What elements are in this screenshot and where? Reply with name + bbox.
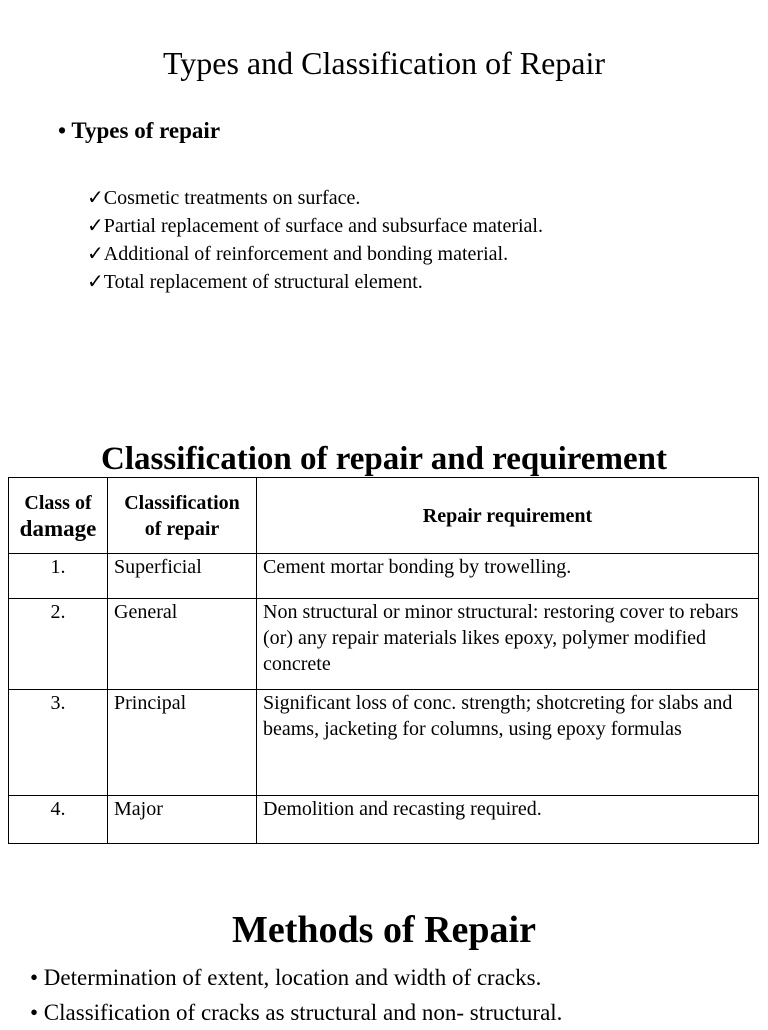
classification-title: Classification of repair and requirement	[101, 441, 667, 477]
header-classification	[108, 478, 257, 554]
header-class-line1: Class of	[24, 491, 92, 514]
requirement-cell: Demolition and recasting required.	[257, 796, 759, 844]
requirement-cell: Significant loss of conc. strength; shotcreting for slabs and beams, jacketing for columns, using epoxy formulas	[257, 690, 759, 796]
damage-class-cell: 1.	[9, 554, 108, 599]
methods-title: Methods of Repair	[232, 909, 536, 951]
table-header-row	[9, 478, 759, 554]
list-item: • Classification of cracks as structural and non- structural.	[30, 1000, 563, 1025]
list-item: ✓Partial replacement of surface and subsurface material.	[87, 215, 543, 237]
header-classification-line1: Classification	[124, 491, 240, 514]
table-row	[9, 796, 759, 844]
list-item: ✓Additional of reinforcement and bonding material.	[87, 243, 509, 265]
table-row	[9, 554, 759, 599]
damage-class-cell: 2.	[9, 599, 108, 690]
damage-class-cell: 4.	[9, 796, 108, 844]
list-item: ✓Total replacement of structural element.	[87, 271, 423, 293]
header-class-line2: damage	[19, 515, 97, 541]
classification-cell: Major	[108, 796, 257, 844]
types-of-repair-heading: • Types of repair	[58, 118, 221, 143]
methods-list	[30, 960, 562, 1030]
table-row	[9, 599, 759, 690]
classification-cell: Principal	[108, 690, 257, 796]
list-item: • Determination of extent, location and width of cracks.	[30, 965, 542, 990]
classification-cell: General	[108, 599, 257, 690]
header-classification-line2: of repair	[144, 517, 220, 540]
header-class-of-damage	[9, 478, 108, 554]
page-title: Types and Classification of Repair	[162, 45, 606, 81]
header-repair-requirement: Repair requirement	[257, 478, 759, 554]
list-item: ✓Cosmetic treatments on surface.	[87, 187, 361, 209]
table-row	[9, 690, 759, 796]
types-of-repair-list	[87, 184, 543, 296]
damage-class-cell: 3.	[9, 690, 108, 796]
classification-cell: Superficial	[108, 554, 257, 599]
requirement-cell: Cement mortar bonding by trowelling.	[257, 554, 759, 599]
classification-table	[8, 477, 759, 844]
requirement-cell: Non structural or minor structural: restoring cover to rebars (or) any repair materials likes epoxy, polymer modified concrete	[257, 599, 759, 690]
